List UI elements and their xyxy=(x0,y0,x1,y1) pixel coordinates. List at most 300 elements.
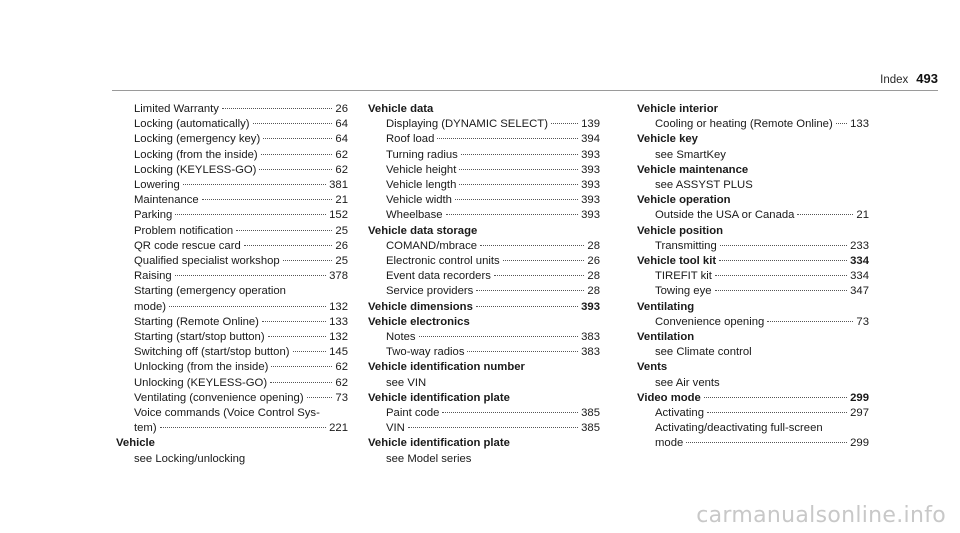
index-entry-page: 133 xyxy=(329,315,348,328)
index-entry xyxy=(368,193,600,208)
index-entry-label: Ventilating (convenience opening) xyxy=(134,391,304,404)
index-entry xyxy=(368,315,600,330)
index-entry-label: Locking (emergency key) xyxy=(134,133,261,146)
dot-leader xyxy=(503,259,585,261)
index-entry-label: Towing eye xyxy=(655,285,712,298)
index-entry-line xyxy=(637,102,869,117)
index-entry xyxy=(116,178,348,193)
dot-leader xyxy=(494,274,585,276)
index-entry xyxy=(637,315,869,330)
index-entry xyxy=(368,117,600,132)
index-entry-page: 152 xyxy=(329,209,348,222)
index-entry-page: 381 xyxy=(329,179,348,192)
index-entry-page: 64 xyxy=(335,118,348,131)
index-entry-line xyxy=(134,452,348,467)
index-entry-line xyxy=(637,224,869,239)
index-entry-line xyxy=(655,208,869,223)
index-entry-line xyxy=(637,254,869,269)
index-entry-label: Vents xyxy=(637,361,668,374)
index-entry-line xyxy=(637,330,869,345)
index-entry xyxy=(368,163,600,178)
dot-leader xyxy=(686,441,847,443)
index-entry-page: 347 xyxy=(850,285,869,298)
dot-leader xyxy=(419,335,579,337)
index-entry-line xyxy=(655,376,869,391)
index-entry-label: Cooling or heating (Remote Online) xyxy=(655,118,833,131)
index-entry-label: Vehicle key xyxy=(637,133,698,146)
index-entry-page: 385 xyxy=(581,422,600,435)
index-entry-label: Vehicle data storage xyxy=(368,224,478,237)
index-entry-line xyxy=(386,345,600,360)
index-entry-label: Displaying (DYNAMIC SELECT) xyxy=(386,118,548,131)
index-entry xyxy=(368,421,600,436)
index-entry-label: Lowering xyxy=(134,179,180,192)
index-entry-line xyxy=(655,239,869,254)
index-entry-label: Ventilation xyxy=(637,331,695,344)
index-entry-page: 64 xyxy=(335,133,348,146)
index-entry-label: Event data recorders xyxy=(386,270,491,283)
index-entry xyxy=(368,284,600,299)
dot-leader xyxy=(202,198,333,200)
section-label: Index xyxy=(880,74,909,86)
index-entry-label: Vehicle electronics xyxy=(368,315,470,328)
dot-leader xyxy=(253,122,333,124)
index-entry-line xyxy=(386,239,600,254)
index-entry-line xyxy=(637,132,869,147)
dot-leader xyxy=(437,137,578,139)
index-entry-line xyxy=(655,284,869,299)
index-entry-page: 393 xyxy=(581,209,600,222)
index-entry-line xyxy=(116,436,348,451)
index-entry-line xyxy=(134,300,348,315)
index-entry-label: Electronic control units xyxy=(386,255,500,268)
index-entry-line xyxy=(655,315,869,330)
index-entry xyxy=(116,117,348,132)
index-entry-page: 393 xyxy=(581,163,600,176)
index-entry-label: Vehicle data xyxy=(368,103,434,115)
index-entry xyxy=(116,421,348,436)
dot-leader xyxy=(175,274,326,276)
index-entry-label: Locking (automatically) xyxy=(134,118,250,131)
index-entry-page: 393 xyxy=(581,148,600,161)
index-entry-line xyxy=(134,148,348,163)
index-entry-label: Vehicle tool kit xyxy=(637,255,717,268)
dot-leader xyxy=(459,183,578,185)
index-entry-label: COMAND/mbrace xyxy=(386,239,478,252)
index-entry xyxy=(637,224,869,239)
index-entry-label: Vehicle height xyxy=(386,163,457,176)
index-entry-line xyxy=(134,315,348,330)
index-entry xyxy=(116,224,348,239)
index-entry-line xyxy=(368,300,600,315)
index-entry-line xyxy=(386,376,600,391)
index-entry-page: 133 xyxy=(850,118,869,131)
dot-leader xyxy=(268,335,327,337)
index-entry-line xyxy=(134,406,348,421)
index-entry-line xyxy=(386,178,600,193)
index-entry xyxy=(637,360,869,375)
index-entry xyxy=(368,269,600,284)
index-entry-page: 393 xyxy=(581,194,600,207)
index-entry-label: Turning radius xyxy=(386,148,458,161)
index-entry-line xyxy=(134,269,348,284)
index-entry xyxy=(637,406,869,421)
index-entry-label: Starting (Remote Online) xyxy=(134,315,259,328)
index-entry-page: 378 xyxy=(329,270,348,283)
index-entry xyxy=(116,376,348,391)
dot-leader xyxy=(169,305,326,307)
index-entry-line xyxy=(134,193,348,208)
index-entry-label: see Locking/unlocking xyxy=(134,452,246,465)
dot-leader xyxy=(719,259,847,261)
index-entry-page: 145 xyxy=(329,346,348,359)
dot-leader xyxy=(293,350,327,352)
index-entry-label: Starting (start/stop button) xyxy=(134,331,265,344)
index-entry xyxy=(637,436,869,451)
index-entry xyxy=(368,330,600,345)
page-number: 493 xyxy=(916,71,938,86)
index-entry-line xyxy=(386,117,600,132)
index-entry-label: see Climate control xyxy=(655,346,752,359)
index-entry-page: 385 xyxy=(581,407,600,420)
index-entry-line xyxy=(386,132,600,147)
index-entry-line xyxy=(368,224,600,239)
dot-leader xyxy=(442,411,578,413)
index-entry-label: Limited Warranty xyxy=(134,103,219,115)
index-entry-label: Vehicle operation xyxy=(637,194,731,207)
index-entry-line xyxy=(134,178,348,193)
index-entry xyxy=(116,284,348,299)
index-entry-line xyxy=(637,360,869,375)
index-entry-label: Vehicle identification plate xyxy=(368,391,510,404)
index-entry-label: mode) xyxy=(134,300,167,313)
dot-leader xyxy=(259,168,332,170)
index-entry xyxy=(368,345,600,360)
index-entry xyxy=(116,269,348,284)
index-entry-page: 73 xyxy=(335,391,348,404)
index-entry xyxy=(637,421,869,436)
index-entry-line xyxy=(134,224,348,239)
index-entry xyxy=(368,132,600,147)
index-entry xyxy=(116,163,348,178)
dot-leader xyxy=(715,289,848,291)
index-entry-label: see Air vents xyxy=(655,376,720,389)
dot-leader xyxy=(263,137,332,139)
index-entry-page: 62 xyxy=(335,163,348,176)
index-entry-line xyxy=(134,345,348,360)
dot-leader xyxy=(270,381,332,383)
index-entry xyxy=(116,239,348,254)
index-entry xyxy=(116,300,348,315)
index-entry-label: Problem notification xyxy=(134,224,234,237)
index-entry-label: Vehicle xyxy=(116,437,155,450)
index-entry-page: 73 xyxy=(856,315,869,328)
index-entry xyxy=(637,391,869,406)
index-entry-line xyxy=(134,117,348,132)
index-entry-line xyxy=(386,406,600,421)
index-entry-page: 383 xyxy=(581,346,600,359)
dot-leader xyxy=(467,350,578,352)
index-entry-label: Locking (KEYLESS-GO) xyxy=(134,163,257,176)
dot-leader xyxy=(767,320,853,322)
index-entry-line xyxy=(368,315,600,330)
index-entry xyxy=(116,391,348,406)
index-entry xyxy=(368,102,600,117)
index-entry-line xyxy=(386,269,600,284)
index-entry-label: Vehicle identification plate xyxy=(368,437,510,450)
dot-leader xyxy=(836,122,847,124)
index-entry xyxy=(116,102,348,117)
index-entry-label: Vehicle interior xyxy=(637,103,718,115)
index-column-2 xyxy=(368,102,600,467)
index-entry xyxy=(637,254,869,269)
index-entry-line xyxy=(134,421,348,436)
dot-leader xyxy=(720,244,847,246)
index-entry-label: Convenience opening xyxy=(655,315,765,328)
index-entry-line xyxy=(386,452,600,467)
dot-leader xyxy=(551,122,578,124)
index-entry xyxy=(637,345,869,360)
index-entry-label: Notes xyxy=(386,331,416,344)
dot-leader xyxy=(455,198,578,200)
index-entry-line xyxy=(134,254,348,269)
index-entry xyxy=(368,224,600,239)
index-entry-label: Unlocking (from the inside) xyxy=(134,361,269,374)
index-entry-line xyxy=(134,239,348,254)
index-entry xyxy=(368,376,600,391)
index-entry xyxy=(116,436,348,451)
index-entry-label: Raising xyxy=(134,270,172,283)
dot-leader xyxy=(244,244,333,246)
index-entry-line xyxy=(134,132,348,147)
index-entry-page: 233 xyxy=(850,239,869,252)
index-entry xyxy=(116,345,348,360)
dot-leader xyxy=(797,213,853,215)
index-entry-line xyxy=(637,300,869,315)
index-entry-line xyxy=(637,163,869,178)
index-entry-page: 132 xyxy=(329,300,348,313)
index-entry-page: 21 xyxy=(856,209,869,222)
index-entry-line xyxy=(386,163,600,178)
index-entry xyxy=(637,102,869,117)
index-entry-label: Paint code xyxy=(386,407,440,420)
index-entry-label: see Model series xyxy=(386,452,472,465)
index-entry-label: Activating xyxy=(655,407,704,420)
index-entry-label: Two-way radios xyxy=(386,346,465,359)
index-entry-line xyxy=(386,284,600,299)
index-entry-label: Service providers xyxy=(386,285,474,298)
index-entry-label: Vehicle dimensions xyxy=(368,300,473,313)
index-entry xyxy=(637,178,869,193)
index-entry-label: see VIN xyxy=(386,376,427,389)
dot-leader xyxy=(461,153,578,155)
index-entry-label: Qualified specialist workshop xyxy=(134,255,280,268)
index-entry-label: Vehicle width xyxy=(386,194,452,207)
dot-leader xyxy=(480,244,584,246)
index-entry xyxy=(116,330,348,345)
index-entry xyxy=(116,208,348,223)
index-entry xyxy=(637,269,869,284)
index-entry-line xyxy=(637,193,869,208)
dot-leader xyxy=(261,153,333,155)
dot-leader xyxy=(307,396,333,398)
index-entry-label: Activating/deactivating full-screen xyxy=(655,422,823,435)
index-entry-page: 393 xyxy=(581,300,600,313)
index-entry xyxy=(637,163,869,178)
index-entry xyxy=(116,452,348,467)
index-entry-label: tem) xyxy=(134,422,157,435)
dot-leader xyxy=(283,259,333,261)
index-entry-label: Video mode xyxy=(637,391,701,404)
index-entry-label: Vehicle identification number xyxy=(368,361,525,374)
header-text xyxy=(880,71,938,88)
index-entry xyxy=(637,284,869,299)
index-entry-line xyxy=(134,360,348,375)
index-entry-page: 221 xyxy=(329,422,348,435)
index-entry-label: Roof load xyxy=(386,133,435,146)
index-entry-page: 139 xyxy=(581,118,600,131)
index-entry xyxy=(368,148,600,163)
index-entry-line xyxy=(655,117,869,132)
index-entry xyxy=(116,193,348,208)
index-entry-label: Vehicle maintenance xyxy=(637,163,749,176)
index-entry-line xyxy=(655,345,869,360)
index-entry-line xyxy=(134,284,348,299)
index-entry xyxy=(637,239,869,254)
index-entry-label: VIN xyxy=(386,422,405,435)
index-entry xyxy=(637,300,869,315)
index-entry xyxy=(116,254,348,269)
index-entry xyxy=(637,208,869,223)
index-entry-label: TIREFIT kit xyxy=(655,270,712,283)
index-entry-page: 299 xyxy=(850,437,869,450)
index-entry-page: 132 xyxy=(329,331,348,344)
dot-leader xyxy=(707,411,847,413)
dot-leader xyxy=(459,168,578,170)
index-column-3 xyxy=(637,102,869,452)
index-entry-page: 334 xyxy=(850,255,869,268)
index-entry-label: Maintenance xyxy=(134,194,199,207)
watermark: carmanualsonline.info xyxy=(696,502,946,528)
index-entry xyxy=(368,436,600,451)
dot-leader xyxy=(715,274,847,276)
index-entry-line xyxy=(655,269,869,284)
index-entry-page: 393 xyxy=(581,179,600,192)
index-entry-line xyxy=(134,208,348,223)
index-entry-page: 394 xyxy=(581,133,600,146)
index-entry-page: 383 xyxy=(581,331,600,344)
index-entry-page: 28 xyxy=(587,285,600,298)
index-entry-page: 28 xyxy=(587,270,600,283)
index-entry-line xyxy=(368,436,600,451)
index-entry-line xyxy=(386,330,600,345)
index-entry-label: QR code rescue card xyxy=(134,239,241,252)
index-entry-page: 21 xyxy=(335,194,348,207)
dot-leader xyxy=(183,183,326,185)
index-entry xyxy=(116,315,348,330)
index-entry xyxy=(368,300,600,315)
index-entry-label: see ASSYST PLUS xyxy=(655,179,753,192)
index-entry-line xyxy=(637,391,869,406)
dot-leader xyxy=(271,365,332,367)
index-entry-label: Parking xyxy=(134,209,173,222)
index-entry xyxy=(368,254,600,269)
index-entry-line xyxy=(386,148,600,163)
index-entry xyxy=(116,132,348,147)
index-entry-label: Wheelbase xyxy=(386,209,443,222)
index-entry xyxy=(637,376,869,391)
index-entry-line xyxy=(134,376,348,391)
index-entry-line xyxy=(386,193,600,208)
index-entry-line xyxy=(134,391,348,406)
index-entry-label: mode xyxy=(655,437,684,450)
index-entry xyxy=(368,406,600,421)
index-entry-page: 62 xyxy=(335,376,348,389)
index-entry-line xyxy=(368,391,600,406)
index-entry-page: 62 xyxy=(335,361,348,374)
index-entry xyxy=(368,391,600,406)
index-entry-page: 334 xyxy=(850,270,869,283)
index-entry-page: 25 xyxy=(335,255,348,268)
index-entry-page: 26 xyxy=(335,239,348,252)
index-entry-label: Unlocking (KEYLESS-GO) xyxy=(134,376,268,389)
index-entry xyxy=(637,330,869,345)
dot-leader xyxy=(160,426,327,428)
index-column-1 xyxy=(116,102,348,467)
index-entry-page: 297 xyxy=(850,407,869,420)
index-entry xyxy=(116,406,348,421)
page-header xyxy=(112,70,938,88)
index-entry-line xyxy=(386,254,600,269)
index-entry-page: 28 xyxy=(587,239,600,252)
index-entry-line xyxy=(368,360,600,375)
index-entry-label: Switching off (start/stop button) xyxy=(134,346,290,359)
index-entry-line xyxy=(655,148,869,163)
index-entry xyxy=(368,452,600,467)
index-entry-label: Vehicle length xyxy=(386,179,457,192)
index-entry xyxy=(637,193,869,208)
index-entry xyxy=(637,132,869,147)
index-entry-line xyxy=(655,178,869,193)
index-entry-line xyxy=(655,421,869,436)
index-entry-label: Voice commands (Voice Control Sys- xyxy=(134,407,320,420)
index-entry-line xyxy=(655,436,869,451)
index-entry-label: Vehicle position xyxy=(637,224,724,237)
dot-leader xyxy=(476,305,578,307)
index-entry xyxy=(368,239,600,254)
index-entry-line xyxy=(134,102,348,117)
index-entry-label: Ventilating xyxy=(637,300,695,313)
index-entry-label: see SmartKey xyxy=(655,148,726,161)
header-rule xyxy=(112,90,938,91)
dot-leader xyxy=(476,289,584,291)
dot-leader xyxy=(222,107,332,109)
index-entry-line xyxy=(134,163,348,178)
index-entry-label: Locking (from the inside) xyxy=(134,148,258,161)
index-entry-line xyxy=(386,208,600,223)
index-entry xyxy=(116,148,348,163)
index-entry xyxy=(368,208,600,223)
index-entry-page: 25 xyxy=(335,224,348,237)
index-entry xyxy=(637,148,869,163)
dot-leader xyxy=(408,426,578,428)
dot-leader xyxy=(175,213,326,215)
index-entry-page: 62 xyxy=(335,148,348,161)
index-entry-label: Transmitting xyxy=(655,239,717,252)
index-entry-page: 26 xyxy=(587,255,600,268)
index-entry xyxy=(368,178,600,193)
index-entry-line xyxy=(134,330,348,345)
